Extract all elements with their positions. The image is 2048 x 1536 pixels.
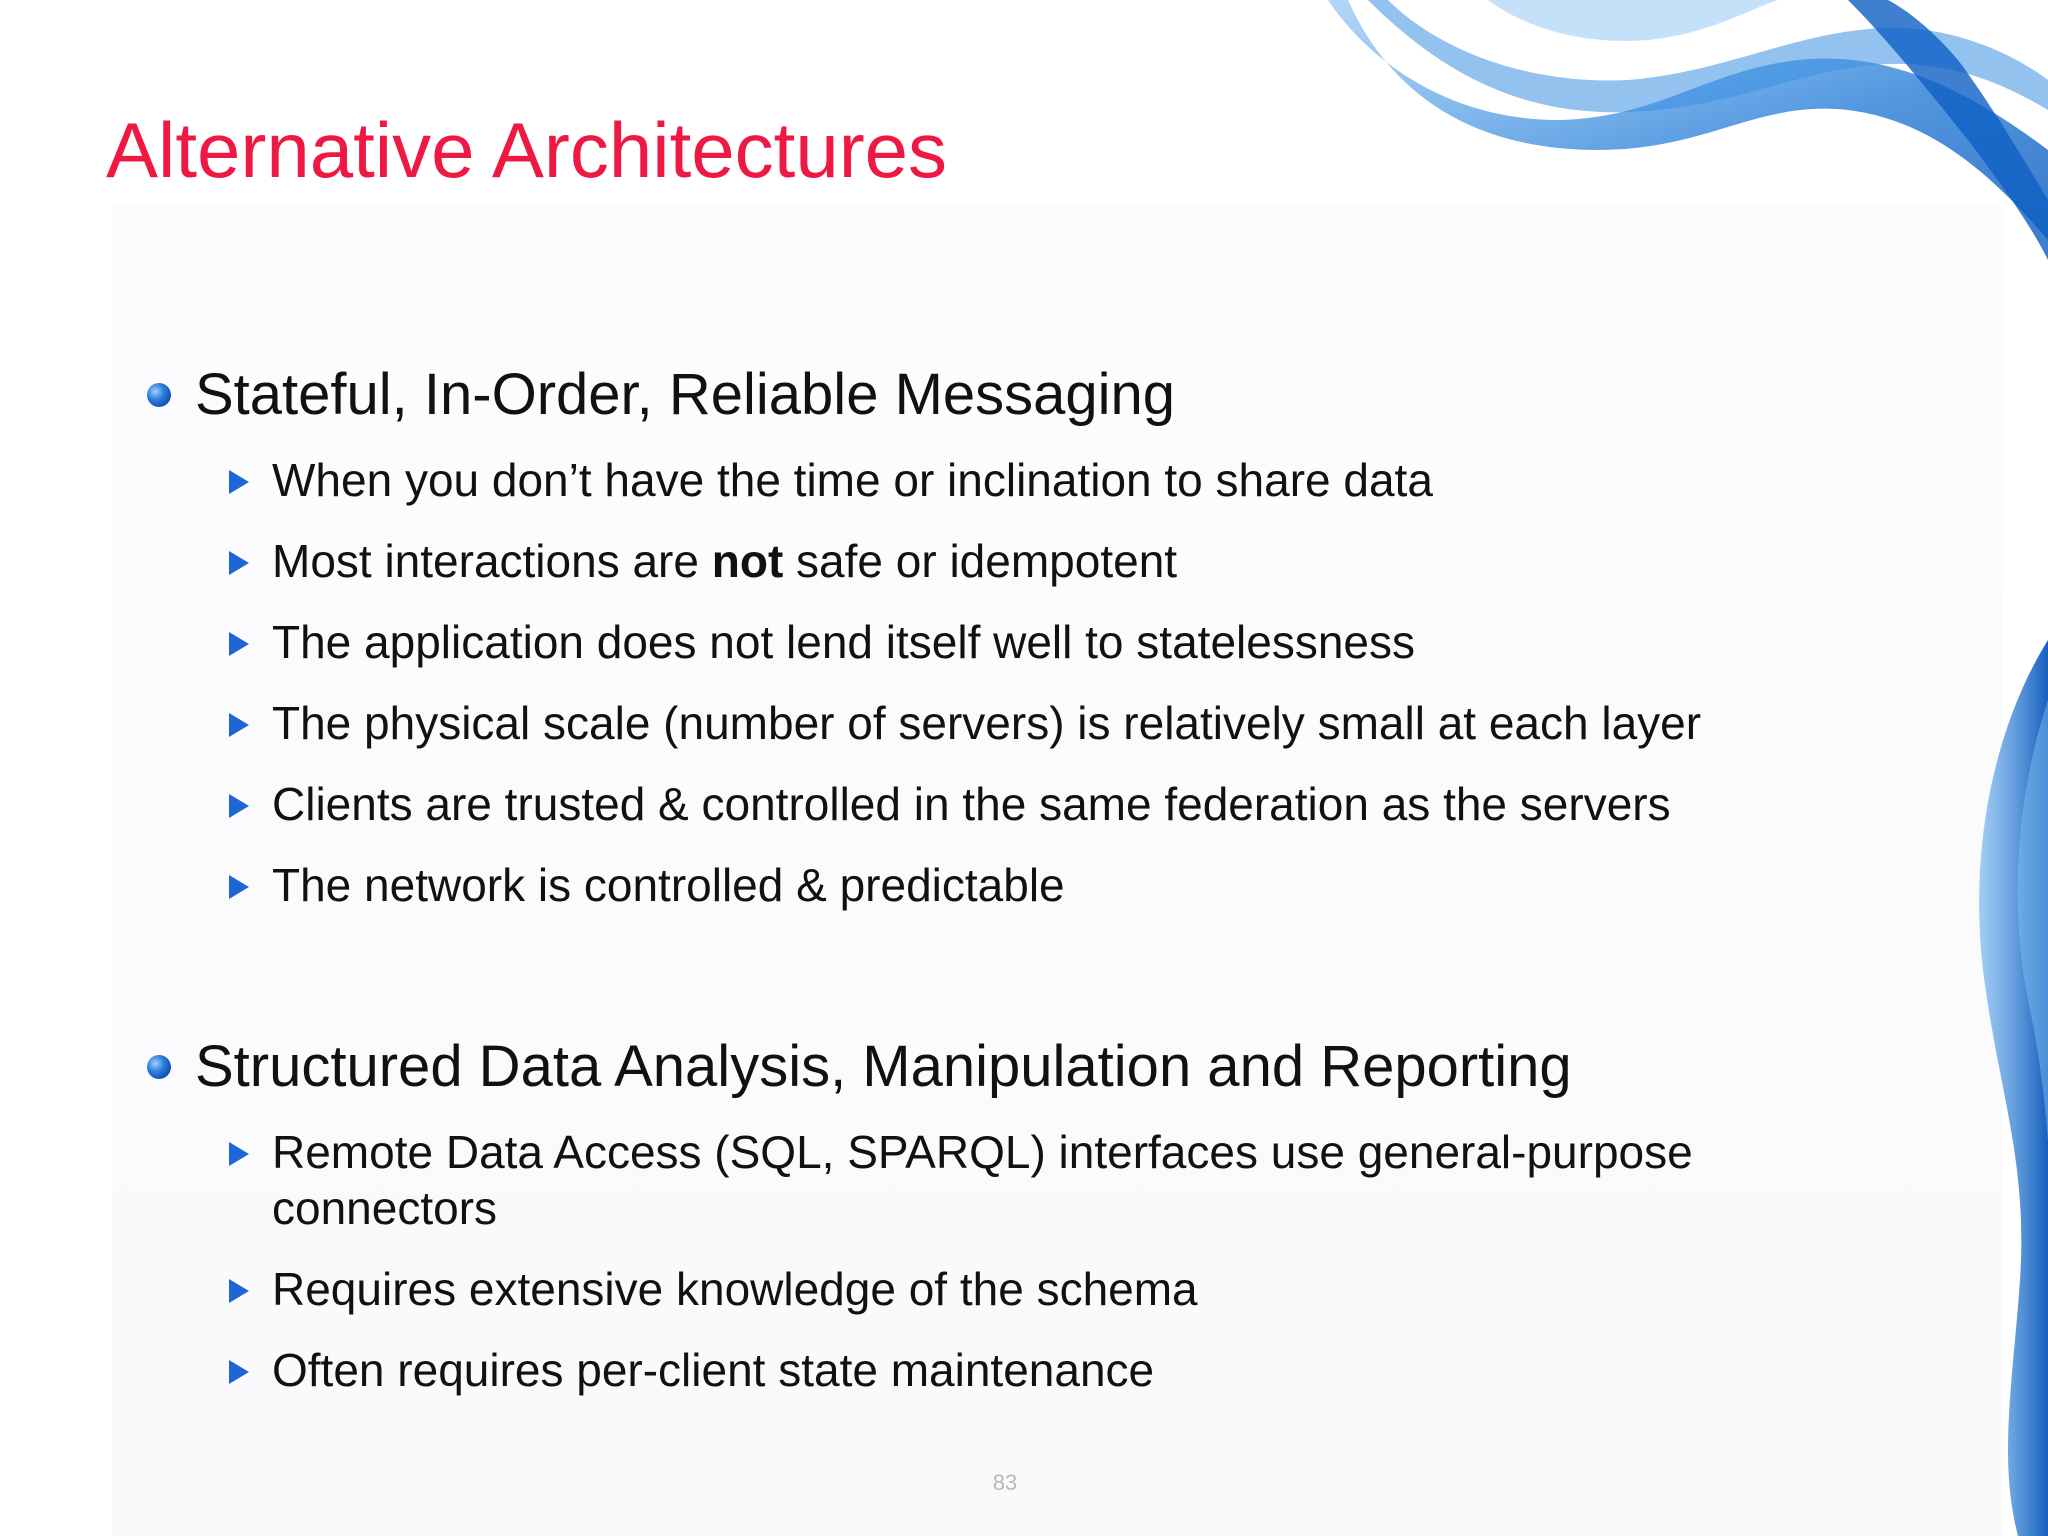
list-item bbox=[0, 533, 1980, 589]
section-heading-text: Structured Data Analysis, Manipulation and Reporting bbox=[195, 1034, 1572, 1099]
list-item bbox=[0, 857, 1980, 913]
slide-title: Alternative Architectures bbox=[106, 106, 948, 194]
list-item-text: Requires extensive knowledge of the schema bbox=[272, 1263, 1198, 1315]
emphasis-text: not bbox=[711, 535, 784, 587]
list-item-text: Often requires per-client state maintenance bbox=[272, 1344, 1155, 1396]
blue-triangle-bullet-icon bbox=[229, 551, 249, 575]
blue-triangle-bullet-icon bbox=[229, 470, 249, 494]
section-heading bbox=[0, 1034, 1980, 1100]
bullet-list bbox=[0, 1124, 1980, 1398]
list-item-text: Most interactions are not safe or idempotent bbox=[272, 535, 1178, 587]
list-item-text: Clients are trusted & controlled in the same federation as the servers bbox=[272, 778, 1671, 830]
list-item-text: The network is controlled & predictable bbox=[272, 859, 1065, 911]
section-structured-data bbox=[0, 1034, 1980, 1398]
blue-triangle-bullet-icon bbox=[229, 1142, 249, 1166]
list-item bbox=[0, 614, 1980, 670]
blue-sphere-bullet-icon bbox=[146, 382, 172, 408]
list-item-text: The application does not lend itself well to statelessness bbox=[272, 616, 1415, 668]
list-item bbox=[0, 1124, 1980, 1236]
bullet-list bbox=[0, 452, 1980, 913]
section-heading-text: Stateful, In-Order, Reliable Messaging bbox=[195, 362, 1176, 427]
page-number: 83 bbox=[992, 1470, 1018, 1495]
blue-triangle-bullet-icon bbox=[229, 794, 249, 818]
list-item bbox=[0, 452, 1980, 508]
blue-triangle-bullet-icon bbox=[229, 1360, 249, 1384]
list-item bbox=[0, 776, 1980, 832]
blue-sphere-bullet-icon bbox=[146, 1054, 172, 1080]
blue-triangle-bullet-icon bbox=[229, 875, 249, 899]
blue-triangle-bullet-icon bbox=[229, 1279, 249, 1303]
list-item-text-continued: connectors bbox=[272, 1182, 498, 1234]
list-item bbox=[0, 1342, 1980, 1398]
list-item-text: Remote Data Access (SQL, SPARQL) interfaces use general-purpose bbox=[272, 1126, 1693, 1178]
list-item-text: When you don’t have the time or inclination to share data bbox=[272, 454, 1433, 506]
list-item bbox=[0, 1261, 1980, 1317]
blue-triangle-bullet-icon bbox=[229, 632, 249, 656]
list-item bbox=[0, 695, 1980, 751]
section-stateful-messaging bbox=[0, 362, 1980, 913]
list-item-text: The physical scale (number of servers) is relatively small at each layer bbox=[272, 697, 1702, 749]
section-heading bbox=[0, 362, 1980, 428]
blue-triangle-bullet-icon bbox=[229, 713, 249, 737]
